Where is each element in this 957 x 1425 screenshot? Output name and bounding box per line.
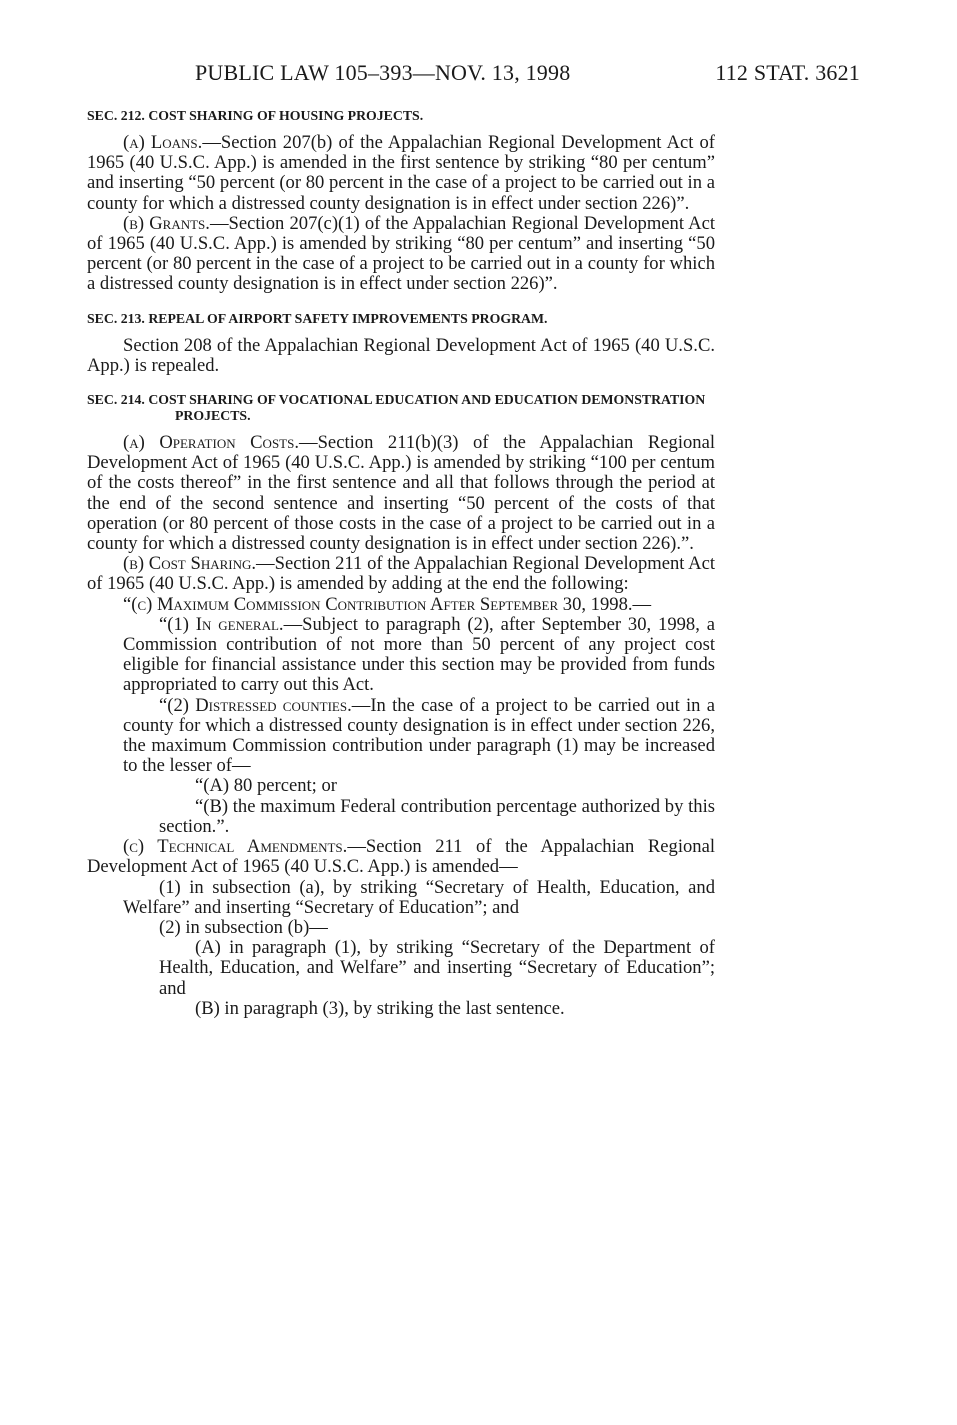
paragraph-label: “(1) In general. bbox=[159, 613, 284, 635]
subsection-label: (c) Technical Amendments. bbox=[123, 836, 348, 858]
subsection-text: —Section 207(b) of the Appalachian Regional Development Act of 1965 (40 U.S.C. App.) is amended in the first sentence by striking “80 per centum” and inserting “50 percent (or 80 percent in the case of a project to be carried out in a county for which a distressed county designation is in effect under section 226)”. bbox=[87, 132, 716, 214]
section-213-text: Section 208 of the Appalachian Regional Development Act of 1965 (40 U.S.C. App.) is repealed. bbox=[87, 334, 715, 376]
paragraph-label: “(2) Distressed counties. bbox=[159, 694, 352, 716]
quoted-paragraph-1 bbox=[87, 615, 715, 696]
quoted-paragraph-2 bbox=[87, 696, 715, 777]
document-body bbox=[87, 108, 715, 1019]
quoted-subsection-label: “(c) Maximum Commission Contribution After September 30, 1998. bbox=[123, 593, 633, 615]
section-214-c bbox=[87, 837, 715, 877]
quoted-subparagraph-B: “(B) the maximum Federal contribution percentage authorized by this section.”. bbox=[159, 795, 715, 837]
quoted-subsection-c-heading bbox=[87, 595, 715, 615]
subsection-label: (a) Operation Costs. bbox=[123, 432, 299, 454]
section-214-a bbox=[87, 433, 715, 554]
running-header bbox=[195, 60, 860, 90]
subsection-text: —Section 211 of the Appalachian Regional Development Act of 1965 (40 U.S.C. App.) is amended— bbox=[87, 836, 716, 878]
amendment-subparagraph-B: (B) in paragraph (3), by striking the last sentence. bbox=[195, 997, 565, 1019]
amendment-paragraph-1: (1) in subsection (a), by striking “Secretary of Health, Education, and Welfare” and inserting “Secretary of Education”; and bbox=[123, 876, 715, 918]
section-213-heading: SEC. 213. REPEAL OF AIRPORT SAFETY IMPROVEMENTS PROGRAM. bbox=[87, 310, 548, 326]
section-214-b bbox=[87, 554, 715, 594]
subsection-label: (b) Cost Sharing. bbox=[123, 553, 257, 575]
amendment-subparagraph-A: (A) in paragraph (1), by striking “Secretary of the Department of Health, Education, and Welfare” and inserting “Secretary of Education”; and bbox=[159, 937, 715, 999]
subsection-text: —Section 207(c)(1) of the Appalachian Regional Development Act of 1965 (40 U.S.C. App.) is amended by striking “80 per centum” and inserting “50 percent (or 80 percent in the case of a project to be carried out in a county for which a distressed county designation is in effect under section 226)”. bbox=[87, 212, 715, 295]
section-214-heading: SEC. 214. COST SHARING OF VOCATIONAL EDUCATION AND EDUCATION DEMONSTRATION PROJECTS. bbox=[87, 392, 706, 424]
quoted-subsection-dash: — bbox=[632, 593, 652, 615]
paragraph-text: —Subject to paragraph (2), after September 30, 1998, a Commission contribution of not more than 50 percent of any project cost eligible for financial assistance under this section may be provided from funds appropriated to carry out this Act. bbox=[123, 613, 715, 696]
amendment-paragraph-2: (2) in subsection (b)— bbox=[159, 916, 328, 938]
header-law-citation: PUBLIC LAW 105–393—NOV. 13, 1998 bbox=[195, 60, 571, 85]
quoted-subparagraph-A: “(A) 80 percent; or bbox=[195, 775, 337, 797]
subsection-label: (a) Loans. bbox=[123, 132, 203, 153]
subsection-text: —Section 211 of the Appalachian Regional Development Act of 1965 (40 U.S.C. App.) is amended by adding at the end the following: bbox=[87, 553, 715, 595]
section-212-a bbox=[87, 133, 715, 214]
section-212-b bbox=[87, 214, 715, 295]
section-212-heading: SEC. 212. COST SHARING OF HOUSING PROJECTS. bbox=[87, 108, 424, 123]
subsection-label: (b) Grants. bbox=[123, 212, 210, 234]
subsection-text: —Section 211(b)(3) of the Appalachian Regional Development Act of 1965 (40 U.S.C. App.) is amended by striking “100 per centum of the costs thereof” in the first sentence and all that follows through the period at the end of the second sentence and inserting “50 percent of the costs of that operation (or 80 percent of those costs in the case of a project to be carried out in a county for which a distressed county designation is in effect under section 226).”. bbox=[87, 432, 716, 555]
header-stat-page: 112 STAT. 3621 bbox=[715, 60, 860, 85]
paragraph-text: —In the case of a project to be carried out in a county for which a distressed county designation is in effect under section 226, the maximum Commission contribution under paragraph (1) may be increased to the lesser of— bbox=[123, 694, 715, 777]
